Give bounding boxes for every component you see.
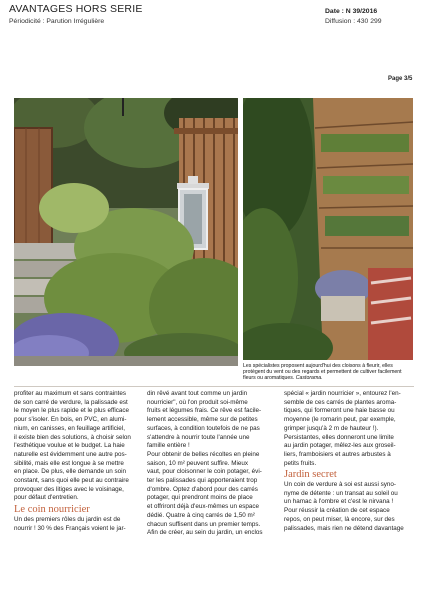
planter-wall-illustration: [243, 98, 413, 360]
col2-line: din rêvé avant tout comme un jardin: [147, 390, 248, 397]
col1-line: le moyen le plus rapide et le plus efficace: [14, 407, 130, 415]
periodicity-label: Périodicité : Parution Irrégulière: [9, 18, 105, 25]
text-column-3: [284, 390, 414, 533]
col1-line: nourrir ! 30 % des Français voient le jar-: [14, 524, 126, 532]
col1-line: pour défaut d'entretien.: [14, 494, 79, 502]
col2-line: chacun suffisent dans un premier temps.: [147, 520, 261, 528]
col3-line: petits fruits.: [284, 459, 317, 467]
col2-line: ter les palissades qui apporteraient trop: [147, 477, 258, 485]
col3-line: tiques, qui formeront une haie basse ou: [284, 407, 395, 415]
col2-line: d'ombre. Optez d'abord pour des carrés: [147, 485, 258, 493]
distribution-label: Diffusion : 430 299: [325, 18, 382, 25]
divider-rule: [14, 386, 414, 387]
col3-line: Un coin de verdure à soi est aussi syno-: [284, 481, 397, 489]
col1-line: sibilité, mais elle est longue à se mettre: [14, 459, 124, 467]
garden-fence-illustration: [14, 98, 238, 366]
col3-line: semble de ces carrés de plantes aroma-: [284, 398, 397, 406]
col1-line: naturelle est évidemment une autre pos-: [14, 450, 127, 458]
col2-line: Pour obtenir de belles récoltes en pleine: [147, 450, 260, 458]
col3-line: spécial « jardin nourricier », entourez l'en-: [284, 390, 401, 397]
col1-line: provoquer des litiges avec le voisinage,: [14, 485, 124, 493]
photo-caption: [243, 363, 413, 382]
col3-line: au jardin potager, mêlez-les aux groseil-: [284, 442, 396, 450]
text-column-1: [14, 390, 141, 533]
col3-line: palissades, mais rien ne détend davantage: [284, 524, 404, 532]
col1-body: [14, 390, 141, 503]
col1-line: l'esthétique voulue et le budget. La haie: [14, 442, 125, 450]
col2-line: potager, qui prendront moins de place: [147, 494, 253, 502]
col3-line: grimper jusqu'à 2 m de hauteur !).: [284, 424, 379, 432]
page-number: Page 3/5: [388, 76, 413, 82]
col2-line: lement accessible, même sur de petites: [147, 416, 258, 424]
issue-date-label: Date : N 39/2016: [325, 8, 378, 15]
col1-line: constant, sans quoi elle peut au contraire: [14, 477, 129, 485]
section-heading-coin-nourricier: Le coin nourricier: [14, 504, 90, 516]
text-column-2: [147, 390, 277, 538]
caption-credit: Castorama.: [295, 375, 323, 382]
col3-line: un hamac à l'ombre et c'est le nirvana !: [284, 498, 394, 506]
garden-photo-left: [14, 98, 238, 366]
caption-text: Les spécialistes proposent aujourd'hui des cloisons à fleurir, elles protègent du vent ou des regards et permettent de cultiver facilement fleurs ou aromatiques.: [243, 363, 402, 382]
col2-line: Afin de créer, au sein du jardin, un enclos: [147, 529, 263, 537]
col2-line: et offriront déjà d'eux-mêmes un espace: [147, 503, 260, 511]
col1-line: Un des premiers rôles du jardin est de: [14, 515, 121, 523]
col3-line: repos, on peut miser, là encore, sur des: [284, 515, 395, 523]
col1-line: en place. De plus, elle demande un soin: [14, 468, 127, 476]
col3-line: Pour réussir la création de cet espace: [284, 507, 390, 515]
col2-line: s'attendre à nourrir toute l'année une: [147, 433, 250, 441]
col2-line: surfaces, à condition toutefois de ne pas: [147, 424, 260, 432]
section-heading-jardin-secret: Jardin secret: [284, 469, 337, 481]
col3-line: liers, framboisiers et autres arbustes à: [284, 450, 391, 458]
col2-line: nourricier", où l'on produit soi-même: [147, 398, 248, 406]
planter-wall-photo-right: [243, 98, 413, 360]
col1-line: pour s'isoler. En bois, en PVC, en alumi-: [14, 416, 127, 424]
col1-line: de son carré de verdure, la palissade est: [14, 398, 128, 406]
col1-line: profiter au maximum et sans contraintes: [14, 390, 126, 397]
col3-line: moyenne (le romarin peut, par exemple,: [284, 416, 396, 424]
col2-line: saison, 10 m² peuvent suffire. Mieux: [147, 459, 249, 467]
publication-title: AVANTAGES HORS SERIE: [9, 3, 143, 15]
col2-line: famille entière !: [147, 442, 190, 450]
col1-line: nium, en canisses, en feuillage artificiel,: [14, 424, 125, 432]
col2-line: fruits et légumes frais. Ce rêve est facile-: [147, 407, 262, 415]
col1-line: il existe bien des solutions, à choisir selon: [14, 433, 131, 441]
col2-line: dédié. Quatre à cinq carrés de 1,50 m²: [147, 511, 255, 519]
col3-line: Persistantes, elles donneront une limite: [284, 433, 394, 441]
col3-line: nyme de détente : un transat au soleil ou: [284, 489, 398, 497]
col2-line: vaut, pour cloisonner le coin potager, évi-: [147, 468, 262, 476]
